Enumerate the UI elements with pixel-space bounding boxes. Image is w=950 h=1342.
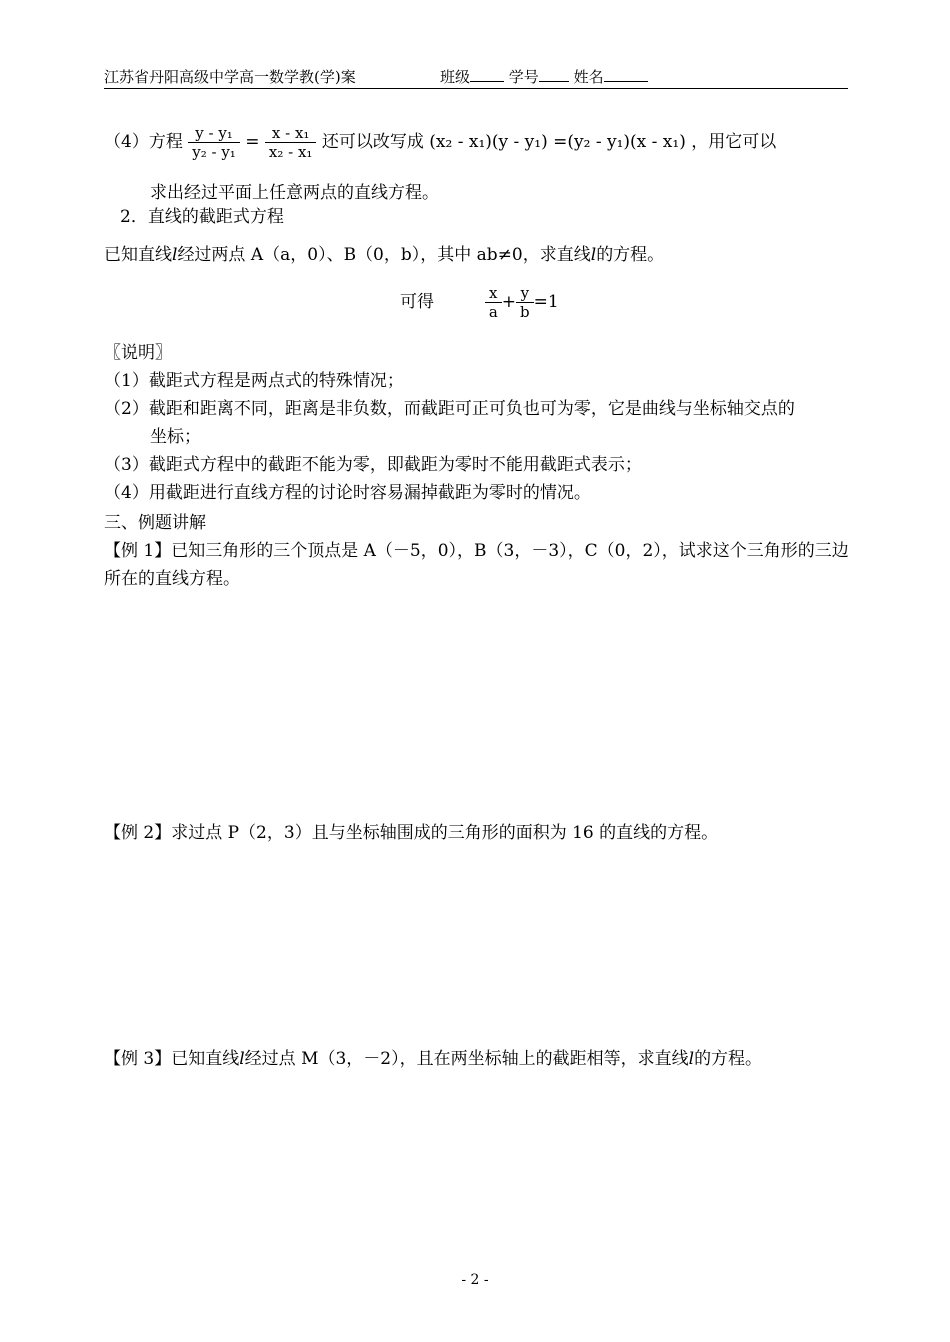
- fraction-x: [265, 124, 317, 161]
- intercept-result: [400, 284, 559, 321]
- note-2-cont: 坐标；: [150, 427, 201, 447]
- equals-sign: =: [245, 132, 260, 152]
- result-label: 可得: [400, 292, 434, 312]
- intercept-heading: 2．直线的截距式方程: [120, 207, 284, 227]
- frac-b: b: [520, 303, 530, 321]
- frac-x: x: [485, 284, 502, 303]
- example-1: 【例 1】已知三角形的三个顶点是 A（－5，0），B（3，－3），C（0，2），试求这个三角形的三边: [104, 541, 849, 561]
- fraction-x-over-a: [485, 284, 502, 321]
- class-label: 班级: [440, 68, 471, 86]
- student-fields: [440, 66, 648, 87]
- note-4: （4）用截距进行直线方程的讨论时容易漏掉截距为零时的情况。: [104, 483, 591, 503]
- examples-heading: 三、例题讲解: [104, 513, 206, 533]
- fraction-x-numerator: x - x₁: [265, 124, 317, 143]
- two-point-item4-cont: 求出经过平面上任意两点的直线方程。: [150, 183, 439, 203]
- problem-text-a: 已知直线: [104, 245, 172, 265]
- page-number: - 2 -: [461, 1272, 489, 1288]
- note-2: （2）截距和距离不同，距离是非负数，而截距可正可负也可为零，它是曲线与坐标轴交点的: [104, 399, 795, 419]
- problem-text-b: 经过两点 A（a，0）、B（0，b），其中 ab≠0，求直线: [177, 245, 591, 265]
- intercept-problem: [104, 240, 664, 265]
- rewritten-equation: (x₂ - x₁)(y - y₁) =(y₂ - y₁)(x - x₁): [429, 132, 686, 152]
- school-title: 江苏省丹阳高级中学高一数学教(学)案: [104, 68, 356, 86]
- name-blank: [604, 67, 648, 82]
- class-blank: [470, 67, 504, 82]
- ex3-text-c: 的方程。: [694, 1049, 763, 1069]
- fraction-y-denominator: y₂ - y₁: [192, 143, 236, 161]
- item4-mid: 还可以改写成: [321, 132, 424, 152]
- item4-prefix: （4）方程: [104, 132, 183, 152]
- page-header: [104, 66, 848, 89]
- notes-title: 〖说明〗: [104, 343, 172, 363]
- example-3: [104, 1044, 762, 1069]
- problem-text-c: 的方程。: [596, 245, 665, 265]
- line-variable-l: l: [172, 245, 178, 265]
- name-label: 姓名: [573, 68, 604, 86]
- fraction-x-denominator: x₂ - x₁: [268, 143, 313, 161]
- note-3: （3）截距式方程中的截距不能为零，即截距为零时不能用截距式表示；: [104, 455, 642, 475]
- note-1: （1）截距式方程是两点式的特殊情况；: [104, 371, 404, 391]
- equals-one: =1: [533, 292, 559, 312]
- fraction-y: [188, 124, 240, 161]
- ex3-text-b: 经过点 M（3，－2），且在两坐标轴上的截距相等，求直线: [244, 1049, 689, 1069]
- line-variable-l-2: l: [590, 245, 597, 265]
- ex3-text-a: 【例 3】已知直线: [104, 1049, 240, 1069]
- two-point-item4: [104, 124, 776, 161]
- ex3-variable-l: l: [239, 1049, 245, 1069]
- frac-a: a: [488, 303, 498, 321]
- frac-y: y: [516, 284, 534, 303]
- id-label: 学号: [508, 68, 539, 86]
- example-2: 【例 2】求过点 P（2，3）且与坐标轴围成的三角形的面积为 16 的直线的方程。: [104, 823, 719, 843]
- ex3-variable-l-2: l: [688, 1049, 695, 1069]
- plus-sign: +: [501, 292, 517, 312]
- id-blank: [539, 67, 569, 82]
- fraction-y-over-b: [516, 284, 534, 321]
- fraction-y-numerator: y - y₁: [188, 124, 240, 143]
- example-1-cont: 所在的直线方程。: [104, 569, 240, 589]
- item4-suffix: ，用它可以: [691, 132, 777, 152]
